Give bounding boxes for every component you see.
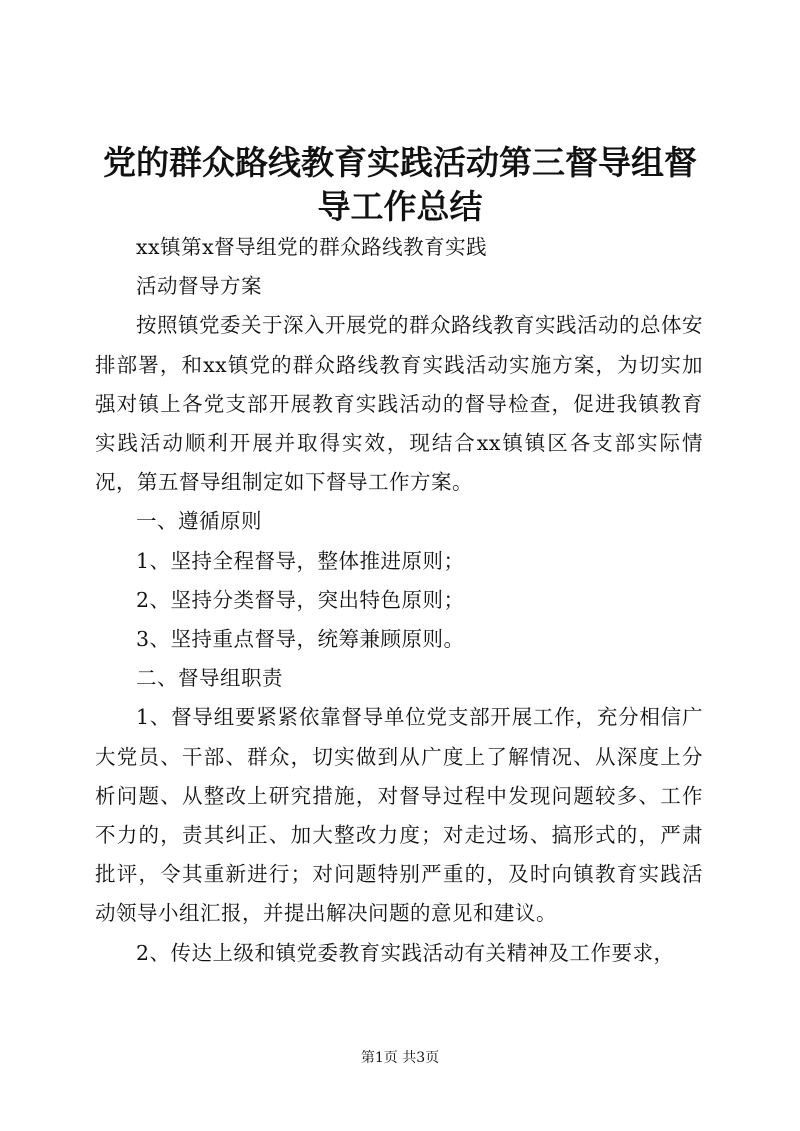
document-title: 党的群众路线教育实践活动第三督导组督导工作总结	[103, 143, 697, 226]
paragraph-subtitle-1: xx镇第x督导组党的群众路线教育实践	[136, 235, 488, 259]
page-footer: 第1页 共3页	[360, 1050, 440, 1066]
duty-item-2: 2、传达上级和镇党委教育实践活动有关精神及工作要求，	[136, 940, 675, 965]
principle-item-2: 2、坚持分类督导，突出特色原则；	[136, 587, 465, 612]
principle-item-3: 3、坚持重点督导，统筹兼顾原则。	[136, 627, 465, 652]
document-body	[95, 228, 703, 973]
duty-item-1: 1、督导组要紧紧依靠督导单位党支部开展工作，充分相信广大党员、干部、群众，切实做到从广度上了解情况、从深度上分析问题、从整改上研究措施，对督导过程中发现问题较多、工作不力的，责其纠正、加大整改力度；对走过场、搞形式的，严肃批评，令其重新进行；对问题特别严重的，及时向镇教育实践活动领导小组汇报，并提出解决问题的意见和建议。	[95, 705, 703, 926]
principle-item-1: 1、坚持全程督导，整体推进原则；	[136, 548, 465, 573]
paragraph-subtitle-2: 活动督导方案	[136, 274, 262, 299]
section-heading-duties: 二、督导组职责	[136, 666, 283, 691]
paragraph-intro: 按照镇党委关于深入开展党的群众路线教育实践活动的总体安排部署，和xx镇党的群众路线教育实践活动实施方案，为切实加强对镇上各党支部开展教育实践活动的督导检查，促进我镇教育实践活动顺利开展并取得实效，现结合xx镇镇区各支部实际情况，第五督导组制定如下督导工作方案。	[95, 313, 703, 495]
section-heading-principles: 一、遵循原则	[136, 509, 262, 534]
